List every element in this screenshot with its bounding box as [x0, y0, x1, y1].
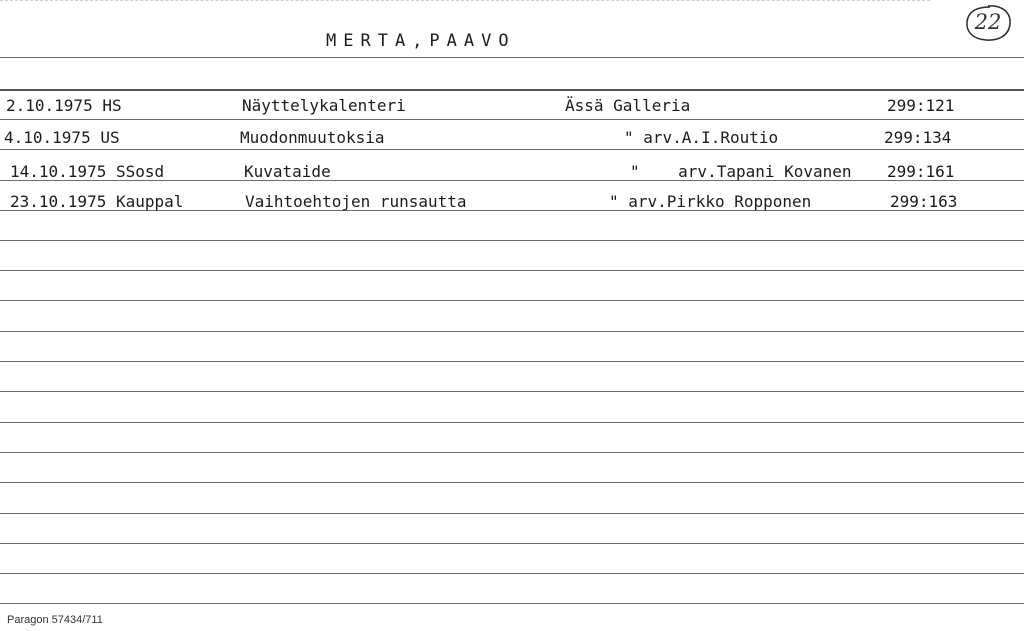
- rule-line: [0, 361, 1024, 362]
- card-number-badge: [963, 3, 1013, 43]
- rule-line: [0, 391, 1024, 392]
- entry-ref: 299:161: [887, 162, 955, 181]
- rule-line: [0, 573, 1024, 574]
- entry-ref: 299:134: [884, 128, 952, 147]
- rule-line: [0, 300, 1024, 301]
- rule-line: [0, 422, 1024, 423]
- entry-title: Näyttelykalenteri: [242, 96, 406, 115]
- card-title: MERTA,PAAVO: [326, 31, 516, 51]
- rule-line: [0, 57, 1024, 58]
- rule-line: [0, 513, 1024, 514]
- rule-line: [0, 543, 1024, 544]
- card-footer-print: Paragon 57434/711: [7, 614, 103, 626]
- entry-title: Muodonmuutoksia: [240, 128, 385, 147]
- entry-title: Vaihtoehtojen runsautta: [245, 192, 467, 211]
- entry-note: " arv.Pirkko Ropponen: [609, 192, 812, 211]
- entry-date-source: 4.10.1975 US: [4, 128, 120, 147]
- top-edge-marks: [0, 0, 930, 4]
- rule-line: [0, 452, 1024, 453]
- card-number: 22: [974, 10, 1002, 34]
- rule-line: [0, 603, 1024, 604]
- entry-ref: 299:163: [890, 192, 958, 211]
- rule-line: [0, 149, 1024, 150]
- rule-line: [0, 270, 1024, 271]
- entry-ref: 299:121: [887, 96, 955, 115]
- entry-title: Kuvataide: [244, 162, 331, 181]
- entry-note: " arv.Tapani Kovanen: [630, 162, 852, 181]
- rule-line: [0, 119, 1024, 120]
- rule-line: [0, 331, 1024, 332]
- entry-date-source: 14.10.1975 SSosd: [10, 162, 165, 181]
- entry-date-source: 2.10.1975 HS: [6, 96, 122, 115]
- rule-line: [0, 482, 1024, 483]
- rule-line: [0, 89, 1024, 91]
- rule-line: [0, 240, 1024, 241]
- entry-note: " arv.A.I.Routio: [624, 128, 779, 147]
- entry-date-source: 23.10.1975 Kauppal: [10, 192, 184, 211]
- entry-note: Ässä Galleria: [565, 96, 691, 115]
